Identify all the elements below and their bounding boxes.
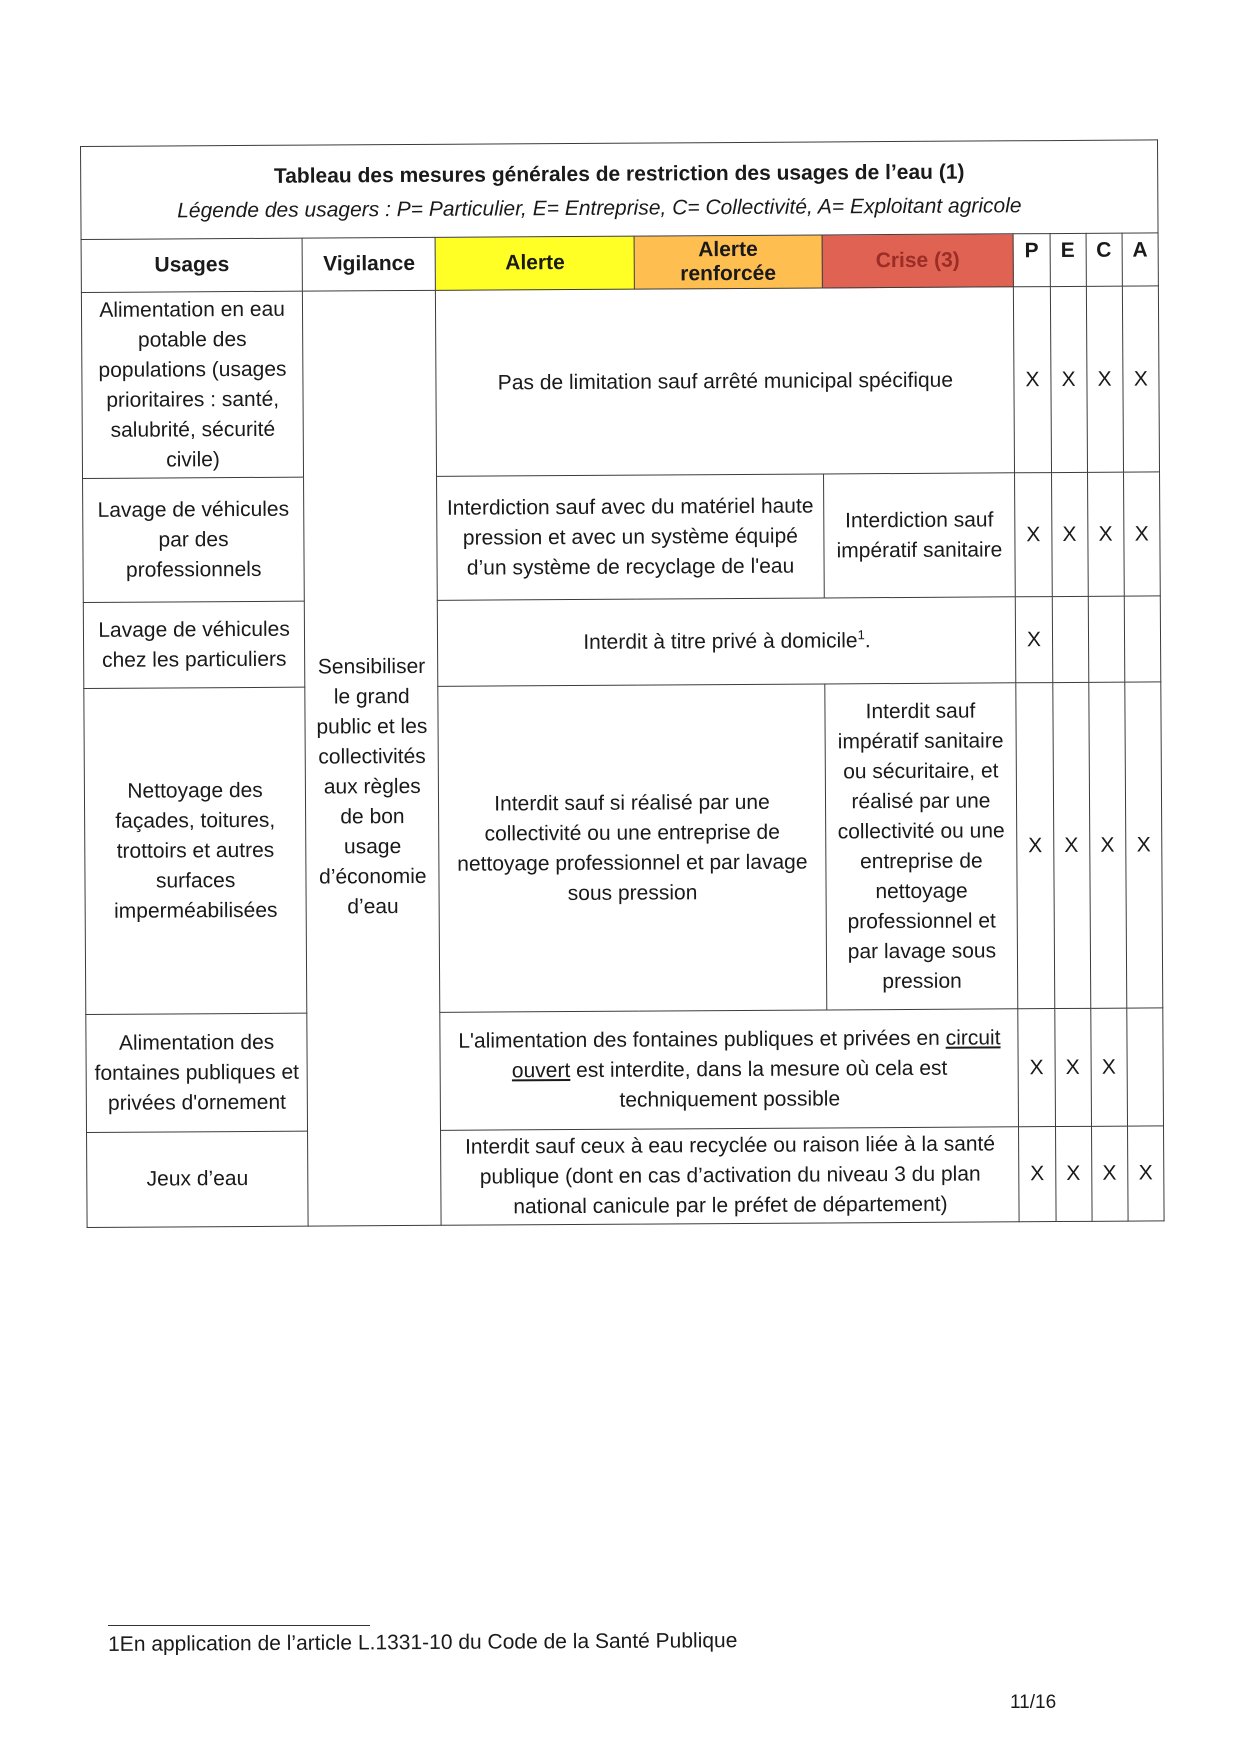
header-p: P (1013, 234, 1049, 287)
measure-cell: Interdit sauf ceux à eau recyclée ou raison liée à la santé publique (dont en cas d’activation du niveau 3 du plan national canicule par le préfet de département) (441, 1127, 1020, 1226)
mark-p: X (1015, 473, 1052, 597)
mark-c: X (1090, 1008, 1127, 1126)
measure-text-part2: est interdite, dans la mesure où cela est techniquement possible (576, 1056, 948, 1112)
table-row (84, 682, 1163, 1015)
mark-p: X (1016, 597, 1053, 683)
mark-e: X (1050, 286, 1087, 472)
mark-e: X (1051, 472, 1088, 596)
usage-cell: Lavage de véhicules chez les particuliers (83, 601, 305, 688)
restriction-table (80, 139, 1165, 1228)
vigilance-cell: Sensibiliser le grand public et les collectivités aux règles de bon usage d’économie d’eau (303, 290, 442, 1226)
mark-e: X (1054, 1008, 1091, 1126)
header-c: C (1086, 233, 1122, 286)
mark-c (1088, 596, 1125, 682)
mark-a (1127, 1008, 1164, 1126)
mark-p: X (1019, 1127, 1056, 1222)
table-legend: Légende des usagers : P= Particulier, E= Entreprise, C= Collectivité, A= Exploitant agricole (177, 194, 1022, 223)
usage-cell: Lavage de véhicules par des professionnels (83, 477, 305, 602)
table-title-cell (81, 140, 1159, 240)
measure-cell: Pas de limitation sauf arrêté municipal spécifique (436, 287, 1015, 477)
measure-cell (438, 597, 1016, 687)
measure-crise-cell: Interdit sauf impératif sanitaire ou sécuritaire, et réalisé par une collectivité ou une entreprise de nettoyage professionnel et par lavage sous pression (824, 683, 1018, 1010)
mark-a: X (1123, 472, 1160, 596)
mark-a (1124, 596, 1161, 682)
restriction-table-container (80, 139, 1165, 1228)
measure-cell (440, 1009, 1019, 1131)
mark-a: X (1122, 286, 1159, 472)
header-a: A (1122, 233, 1159, 286)
table-row (87, 1126, 1165, 1228)
measure-text-underlined: circuit ouvert (511, 1025, 1001, 1082)
header-alerte: Alerte (436, 236, 635, 290)
header-e: E (1050, 233, 1086, 286)
usage-cell: Alimentation des fontaines publiques et privées d'ornement (86, 1013, 308, 1132)
table-row (83, 596, 1161, 689)
header-vigilance: Vigilance (302, 237, 436, 291)
measure-text: Interdit à titre privé à domicile (583, 628, 858, 654)
header-alerte-renforcee-line1: Alerte (698, 237, 758, 262)
header-crise: Crise (3) (822, 234, 1014, 288)
page-number: 11/16 (1010, 1692, 1057, 1713)
header-usages: Usages (81, 238, 303, 292)
mark-p: X (1014, 287, 1051, 473)
table-row (83, 472, 1161, 603)
mark-p: X (1016, 683, 1054, 1009)
table-row (86, 1008, 1164, 1133)
mark-a: X (1125, 682, 1163, 1008)
mark-c: X (1088, 682, 1126, 1008)
mark-a: X (1127, 1126, 1164, 1221)
footnote-ref: 1 (857, 626, 865, 642)
usage-cell: Nettoyage des façades, toitures, trottoirs et autres surfaces imperméabilisées (84, 687, 307, 1014)
footnote-separator (108, 1625, 370, 1626)
measure-alerte-cell: Interdiction sauf avec du matériel haute pression et avec un système équipé d’un système de recyclage de l'eau (437, 474, 824, 600)
mark-e (1052, 596, 1089, 682)
header-alerte-renforcee (634, 235, 822, 289)
table-row (81, 286, 1159, 479)
mark-e: X (1055, 1126, 1092, 1221)
mark-c: X (1091, 1126, 1128, 1221)
table-title: Tableau des mesures générales de restriction des usages de l’eau (1) (273, 160, 965, 188)
measure-text-end: . (864, 628, 871, 652)
mark-e: X (1052, 682, 1090, 1008)
mark-c: X (1087, 472, 1124, 596)
mark-c: X (1086, 286, 1123, 472)
measure-crise-cell: Interdiction sauf impératif sanitaire (823, 473, 1016, 598)
usage-cell: Alimentation en eau potable des populations (usages prioritaires : santé, salubrité, sécurité civile) (81, 291, 303, 478)
measure-text-part1: L'alimentation des fontaines publiques et privées en (458, 1026, 940, 1053)
usage-cell: Jeux d’eau (87, 1131, 309, 1227)
footnote: 1En application de l’article L.1331-10 du Code de la Santé Publique (108, 1629, 738, 1656)
measure-alerte-cell: Interdit sauf si réalisé par une collectivité ou une entreprise de nettoyage professionnel et par lavage sous pression (438, 684, 826, 1012)
mark-p: X (1018, 1009, 1055, 1127)
header-alerte-renforcee-line2: renforcée (680, 261, 777, 286)
